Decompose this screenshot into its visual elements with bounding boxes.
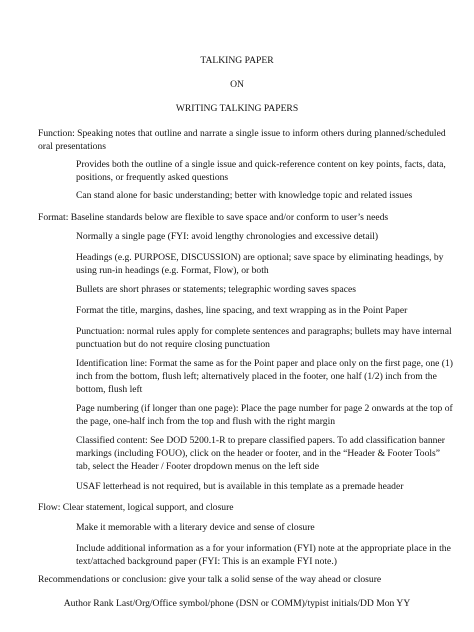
identification-line: Author Rank Last/Org/Office symbol/phone (DSN or COMM)/typist initials/DD Mon YY xyxy=(63,598,411,609)
format-bullet: Page numbering (if longer than one page): Place the page number for page 2 onwards at the top of the page, one-half inch from the top and flush with the right margin xyxy=(76,403,453,427)
format-bullet: Bullets are short phrases or statements; telegraphic wording saves spaces xyxy=(76,284,357,295)
format-bullet: Headings (e.g. PURPOSE, DISCUSSION) are optional; save space by eliminating headings, by using run-in headings (e.g. Format, Flow), or both xyxy=(76,252,444,276)
flow-bullet: Include additional information as a for your information (FYI) note at the appropriate place in the text/attached background paper (FYI: This is an example FYI note.) xyxy=(76,543,451,567)
format-bullet: Punctuation: normal rules apply for complete sentences and paragraphs; bullets may have internal punctuation but do not require closing punctuation xyxy=(76,326,452,350)
format-bullet: Normally a single page (FYI: avoid lengthy chronologies and excessive detail) xyxy=(76,231,379,242)
recommendations-heading: Recommendations or conclusion: give your talk a solid sense of the way ahead or closure xyxy=(38,574,382,585)
function-bullet: Provides both the outline of a single issue and quick-reference content on key points, facts, data, positions, or frequently asked questions xyxy=(76,159,446,183)
function-heading: Function: Speaking notes that outline and narrate a single issue to inform others during planned/scheduled oral presentations xyxy=(38,128,446,152)
title-line-talking-paper: TALKING PAPER xyxy=(200,55,274,66)
format-bullet: USAF letterhead is not required, but is available in this template as a premade header xyxy=(76,481,404,492)
format-bullet: Classified content: See DOD 5200.1-R to prepare classified papers. To add classification banner markings (including FOUO), click on the header or footer, and in the “Header & Footer Tools” tab, select the Header / Footer dropdown menus on the left side xyxy=(76,435,445,472)
format-bullet: Format the title, margins, dashes, line spacing, and text wrapping as in the Point Paper xyxy=(76,305,408,316)
function-bullet: Can stand alone for basic understanding; better with knowledge topic and related issues xyxy=(76,190,413,201)
title-line-on: ON xyxy=(230,79,244,90)
format-heading: Format: Baseline standards below are flexible to save space and/or conform to user’s needs xyxy=(38,212,389,223)
title-line-topic: WRITING TALKING PAPERS xyxy=(175,103,299,114)
flow-heading: Flow: Clear statement, logical support, and closure xyxy=(38,502,234,513)
flow-bullet: Make it memorable with a literary device and sense of closure xyxy=(76,522,315,533)
format-bullet: Identification line: Format the same as for the Point paper and place only on the first page, one (1) inch from the bottom, flush left; alternatively placed in the footer, one half (1/2) inch from the bottom, flush left xyxy=(76,358,453,395)
